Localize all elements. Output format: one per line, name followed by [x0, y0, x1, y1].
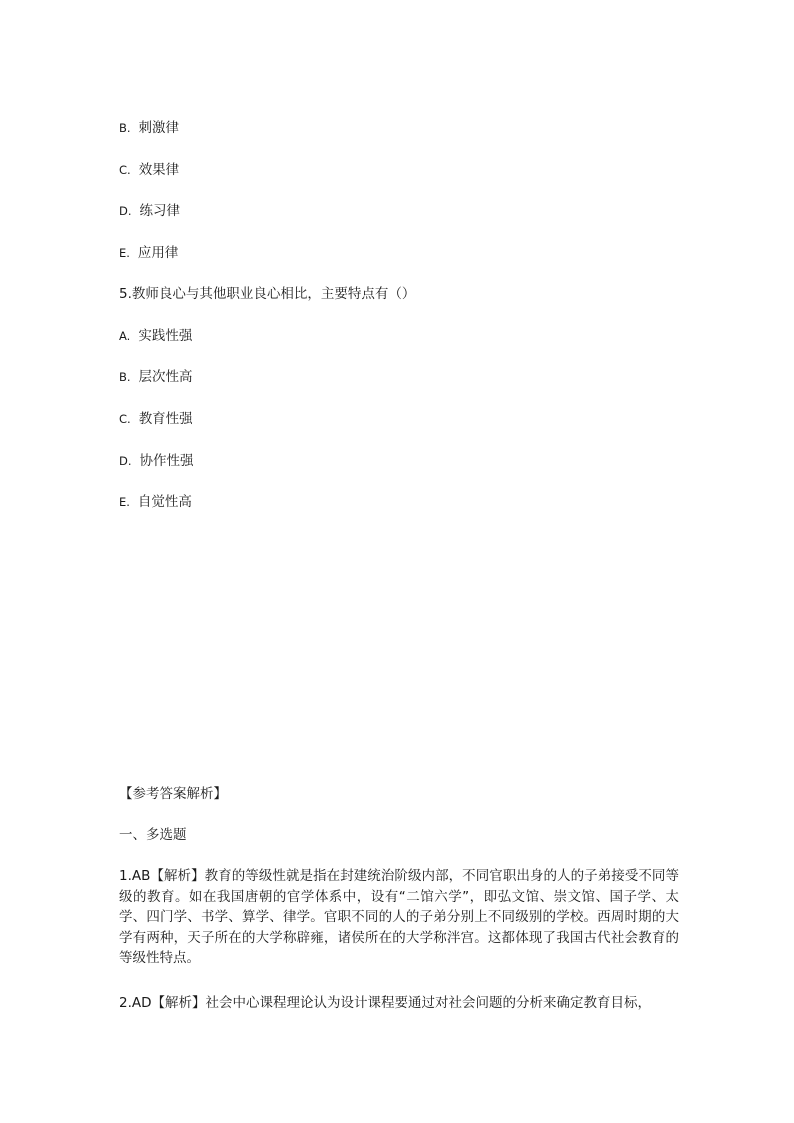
option-letter: C.: [119, 412, 131, 426]
option-text: 练习律: [139, 203, 181, 219]
option-letter: D.: [119, 204, 132, 218]
option-text: 教育性强: [138, 411, 193, 427]
option-letter: E.: [119, 246, 130, 260]
option-letter: C.: [119, 163, 131, 177]
option-letter: B.: [119, 121, 131, 135]
option-letter: A.: [119, 329, 131, 343]
q5-option-e: [119, 493, 192, 511]
q4-option-b: [119, 119, 179, 137]
q4-option-d: [119, 202, 180, 220]
option-text: 层次性高: [138, 369, 193, 385]
option-text: 自觉性高: [137, 494, 192, 510]
q5-option-d: [119, 452, 194, 470]
option-text: 协作性强: [139, 453, 194, 469]
option-letter: E.: [119, 495, 130, 509]
option-text: 应用律: [137, 245, 179, 261]
q4-option-e: [119, 244, 178, 262]
option-text: 刺激律: [138, 120, 180, 136]
q4-option-c: [119, 161, 179, 179]
q5-stem: 5.教师良心与其他职业良心相比，主要特点有（）: [119, 286, 416, 302]
answer-item-1: 1.AB【解析】教育的等级性就是指在封建统治阶级内部，不同官职出身的人的子弟接受不同等级的教育。如在我国唐朝的官学体系中，设有“二馆六学”，即弘文馆、崇文馆、国子学、太学、四门学、书学、算学、律学。官职不同的人的子弟分别上不同级别的学校。西周时期的大学有两种，天子所在的大学称辟雍，诸侯所在的大学称泮宫。这都体现了我国古代社会教育的等级性特点。: [119, 868, 679, 966]
answers-section-title: 一、多选题: [119, 827, 187, 843]
answer-item-2: 2.AD【解析】社会中心课程理论认为设计课程要通过对社会问题的分析来确定教育目标，: [119, 995, 652, 1011]
option-letter: B.: [119, 370, 131, 384]
q5-option-a: [119, 327, 192, 345]
option-letter: D.: [119, 454, 132, 468]
option-text: 效果律: [138, 162, 180, 178]
answers-heading: 【参考答案解析】: [119, 786, 227, 802]
q5-option-b: [119, 368, 193, 386]
q5-option-c: [119, 410, 193, 428]
option-text: 实践性强: [138, 328, 193, 344]
